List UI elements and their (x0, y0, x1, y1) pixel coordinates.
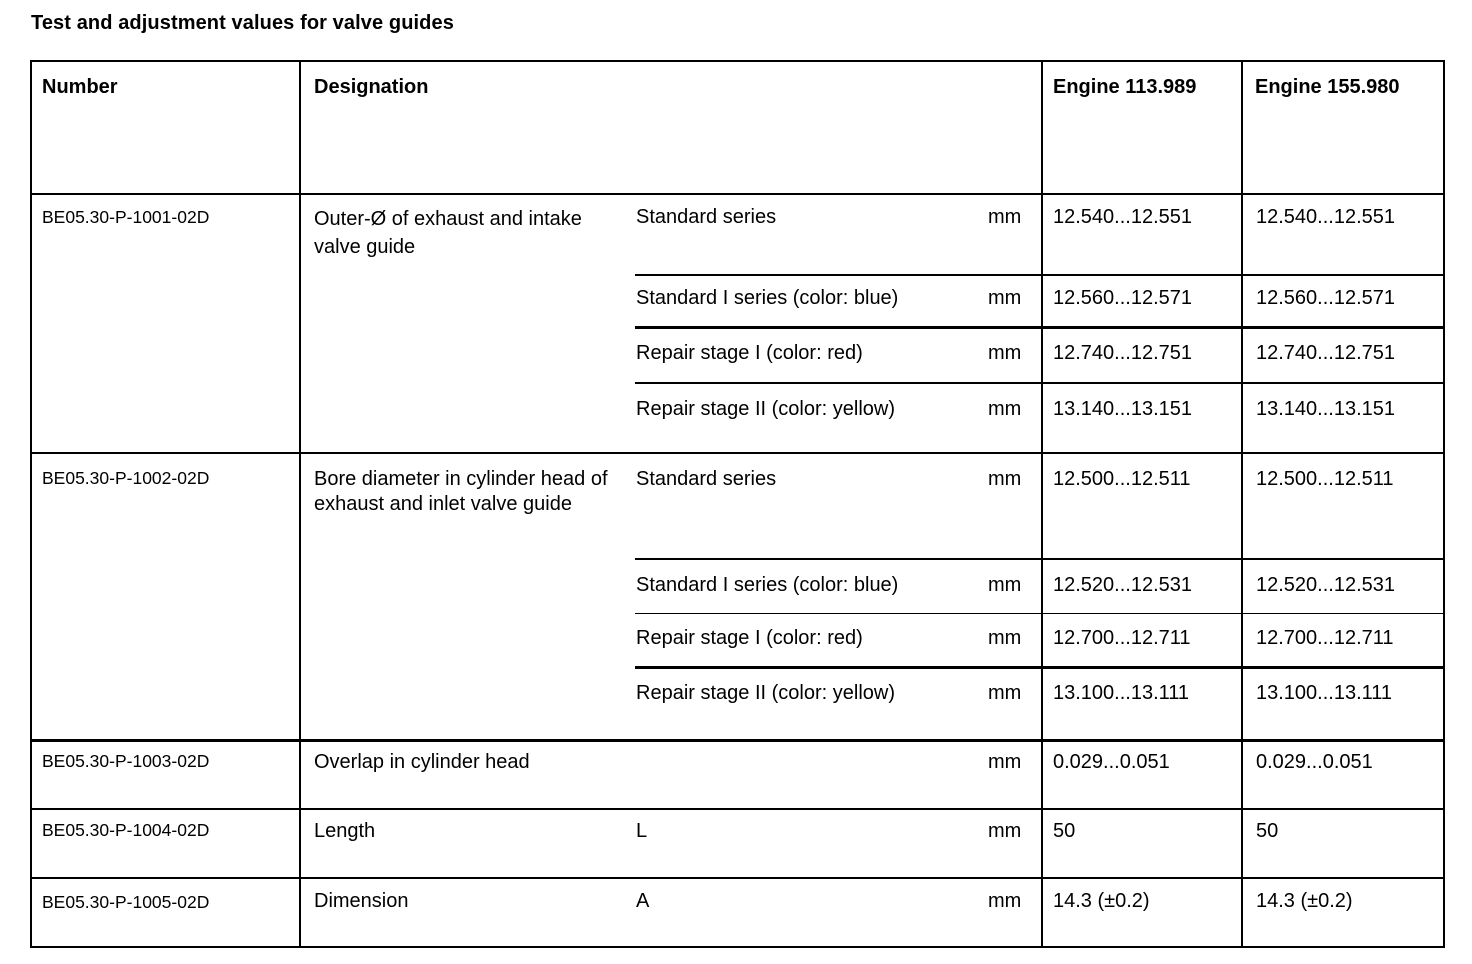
value-engine-b: 12.560...12.571 (1256, 287, 1396, 309)
designation: Dimension (314, 890, 409, 912)
value-engine-a: 12.740...12.751 (1053, 342, 1193, 364)
part-number: BE05.30-P-1005-02D (42, 892, 210, 912)
group-divider (31, 877, 1445, 879)
value-engine-a: 0.029...0.051 (1053, 751, 1170, 773)
value-engine-b: 12.740...12.751 (1256, 342, 1396, 364)
value-engine-b: 13.140...13.151 (1256, 398, 1396, 420)
unit: mm (988, 287, 1022, 309)
part-number: BE05.30-P-1002-02D (42, 468, 210, 488)
spec-label: A (636, 890, 650, 912)
header-designation: Designation (314, 76, 429, 98)
spec-label: Standard I series (color: blue) (636, 574, 899, 596)
table-border-top (31, 60, 1445, 62)
value-engine-a: 50 (1053, 820, 1076, 842)
value-engine-b: 0.029...0.051 (1256, 751, 1373, 773)
spec-label: Standard series (636, 206, 777, 228)
spec-label: Repair stage II (color: yellow) (636, 682, 895, 704)
unit: mm (988, 682, 1022, 704)
unit: mm (988, 342, 1022, 364)
designation: Bore diameter in cylinder head of exhaust and inlet valve guide (314, 468, 608, 515)
column-divider (1241, 60, 1243, 948)
spec-label: Repair stage I (color: red) (636, 342, 863, 364)
column-divider (299, 60, 301, 948)
value-engine-b: 50 (1256, 820, 1279, 842)
page-title: Test and adjustment values for valve guides (31, 12, 454, 34)
spec-label: Standard I series (color: blue) (636, 287, 899, 309)
designation: Length (314, 820, 376, 842)
row-divider (635, 382, 1445, 384)
row-divider (635, 613, 1445, 614)
unit: mm (988, 890, 1022, 912)
row-divider (635, 558, 1445, 560)
unit: mm (988, 751, 1022, 773)
unit: mm (988, 468, 1022, 490)
unit: mm (988, 206, 1022, 228)
header-engine-113989: Engine 113.989 (1053, 76, 1197, 98)
part-number: BE05.30-P-1004-02D (42, 820, 210, 840)
header-divider (31, 193, 1445, 195)
spec-label: Repair stage II (color: yellow) (636, 398, 895, 420)
value-engine-a: 12.700...12.711 (1053, 627, 1191, 649)
spec-label: Repair stage I (color: red) (636, 627, 863, 649)
group-divider (31, 808, 1445, 810)
column-divider (1041, 60, 1043, 948)
designation: Outer-Ø of exhaust and intake valve guide (314, 208, 582, 258)
group-divider (31, 452, 1445, 454)
value-engine-b: 12.520...12.531 (1256, 574, 1396, 596)
value-engine-b: 13.100...13.111 (1256, 682, 1393, 704)
group-divider (31, 739, 1445, 742)
value-engine-a: 12.500...12.511 (1053, 468, 1191, 490)
row-divider (635, 326, 1445, 329)
value-engine-a: 12.540...12.551 (1053, 206, 1193, 228)
unit: mm (988, 574, 1022, 596)
table-border-bottom (31, 946, 1445, 948)
row-divider (635, 274, 1445, 276)
unit: mm (988, 627, 1022, 649)
header-number: Number (42, 76, 118, 98)
value-engine-a: 13.100...13.111 (1053, 682, 1190, 704)
spec-label: L (636, 820, 648, 842)
designation: Overlap in cylinder head (314, 751, 530, 773)
value-engine-b: 12.700...12.711 (1256, 627, 1394, 649)
part-number: BE05.30-P-1003-02D (42, 751, 210, 771)
value-engine-a: 12.520...12.531 (1053, 574, 1193, 596)
header-engine-155980: Engine 155.980 (1255, 76, 1400, 98)
value-engine-a: 12.560...12.571 (1053, 287, 1193, 309)
value-engine-b: 12.500...12.511 (1256, 468, 1394, 490)
value-engine-b: 14.3 (±0.2) (1256, 890, 1353, 912)
value-engine-a: 13.140...13.151 (1053, 398, 1193, 420)
value-engine-b: 12.540...12.551 (1256, 206, 1396, 228)
value-engine-a: 14.3 (±0.2) (1053, 890, 1150, 912)
spec-label: Standard series (636, 468, 777, 490)
unit: mm (988, 820, 1022, 842)
part-number: BE05.30-P-1001-02D (42, 207, 210, 227)
row-divider (635, 666, 1445, 669)
unit: mm (988, 398, 1022, 420)
table-border-right (1443, 60, 1445, 948)
table-border-left (30, 60, 32, 948)
